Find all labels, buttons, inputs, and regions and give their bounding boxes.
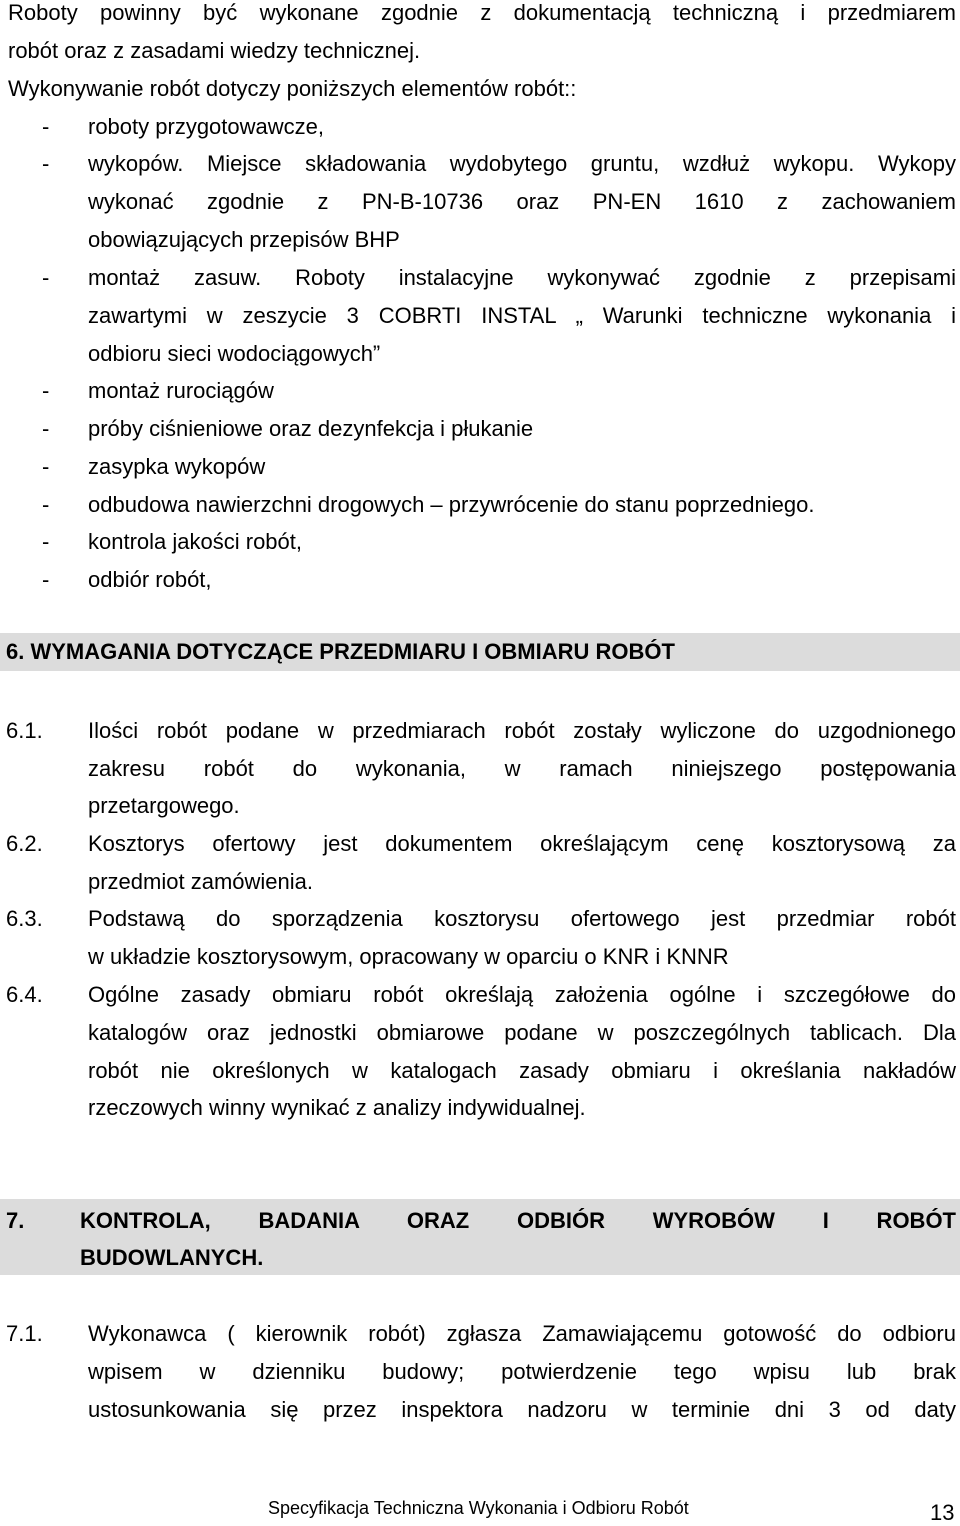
list-dash: - [42, 151, 50, 176]
footer-title: Specyfikacja Techniczna Wykonania i Odbioru Robót [268, 1498, 689, 1518]
list-item: próby ciśnieniowe oraz dezynfekcja i płukanie [88, 416, 534, 441]
list-item: wykopów. Miejsce składowania wydobytego gruntu, wzdłuż wykopu. Wykopy [88, 151, 956, 176]
paragraph-line: zakresu robót do wykonania, w ramach niniejszego postępowania [88, 756, 956, 781]
paragraph-line: ustosunkowania się przez inspektora nadzoru w terminie dni 3 od daty [88, 1397, 956, 1422]
list-item-continuation: wykonać zgodnie z PN-B-10736 oraz PN-EN 1610 z zachowaniem [88, 189, 956, 214]
paragraph-line: rzeczowych winny wynikać z analizy indywidualnej. [88, 1095, 586, 1120]
paragraph-number: 6.3. [6, 906, 43, 931]
paragraph-line: w układzie kosztorysowym, opracowany w oparciu o KNR i KNNR [88, 944, 729, 969]
list-item: kontrola jakości robót, [88, 529, 302, 554]
paragraph-line: Wykonawca ( kierownik robót) zgłasza Zamawiającemu gotowość do odbioru [88, 1321, 956, 1346]
list-dash: - [42, 567, 50, 592]
list-dash: - [42, 265, 50, 290]
paragraph-line: katalogów oraz jednostki obmiarowe podane w poszczególnych tablicach. Dla [88, 1020, 956, 1045]
paragraph-number: 6.4. [6, 982, 43, 1007]
intro-line-2: robót oraz z zasadami wiedzy technicznej. [8, 38, 421, 63]
list-dash: - [42, 378, 50, 403]
list-item: montaż zasuw. Roboty instalacyjne wykonywać zgodnie z przepisami [88, 265, 956, 290]
paragraph-number: 6.1. [6, 718, 43, 743]
paragraph-line: robót nie określonych w katalogach zasady obmiaru i określania nakładów [88, 1058, 956, 1083]
intro-line-1: Roboty powinny być wykonane zgodnie z dokumentacją techniczną i przedmiarem [8, 0, 956, 25]
paragraph-line: Kosztorys ofertowy jest dokumentem określającym cenę kosztorysową za [88, 831, 956, 856]
section-7-heading-box [0, 1199, 960, 1275]
list-item-continuation: zawartymi w zeszycie 3 COBRTI INSTAL „ Warunki techniczne wykonania i [88, 303, 956, 328]
section-7-heading-line-1: KONTROLA, BADANIA ORAZ ODBIÓR WYROBÓW I ROBÓT [80, 1208, 956, 1233]
paragraph-line: wpisem w dzienniku budowy; potwierdzenie tego wpisu lub brak [88, 1359, 956, 1384]
paragraph-line: przetargowego. [88, 793, 240, 818]
list-item: odbiór robót, [88, 567, 212, 592]
paragraph-line: przedmiot zamówienia. [88, 869, 313, 894]
intro-line-3: Wykonywanie robót dotyczy poniższych elementów robót:: [8, 76, 577, 101]
section-7-heading-line-2: BUDOWLANYCH. [80, 1245, 264, 1270]
section-7-heading-number: 7. [6, 1208, 25, 1233]
list-item: roboty przygotowawcze, [88, 114, 324, 139]
paragraph-number: 6.2. [6, 831, 43, 856]
list-item-continuation: odbioru sieci wodociągowych” [88, 341, 381, 366]
list-item: odbudowa nawierzchni drogowych – przywrócenie do stanu poprzedniego. [88, 492, 815, 517]
section-6-heading-box [0, 633, 960, 671]
list-item: zasypka wykopów [88, 454, 266, 479]
section-6-heading: 6. WYMAGANIA DOTYCZĄCE PRZEDMIARU I OBMIARU ROBÓT [6, 639, 675, 664]
list-item-continuation: obowiązujących przepisów BHP [88, 227, 400, 252]
list-dash: - [42, 492, 50, 517]
list-dash: - [42, 454, 50, 479]
list-item: montaż rurociągów [88, 378, 274, 403]
list-dash: - [42, 529, 50, 554]
list-dash: - [42, 416, 50, 441]
paragraph-number: 7.1. [6, 1321, 43, 1346]
paragraph-line: Podstawą do sporządzenia kosztorysu ofertowego jest przedmiar robót [88, 906, 956, 931]
list-dash: - [42, 114, 50, 139]
paragraph-line: Ogólne zasady obmiaru robót określają założenia ogólne i szczegółowe do [88, 982, 956, 1007]
paragraph-line: Ilości robót podane w przedmiarach robót zostały wyliczone do uzgodnionego [88, 718, 956, 743]
page-number: 13 [930, 1500, 955, 1525]
